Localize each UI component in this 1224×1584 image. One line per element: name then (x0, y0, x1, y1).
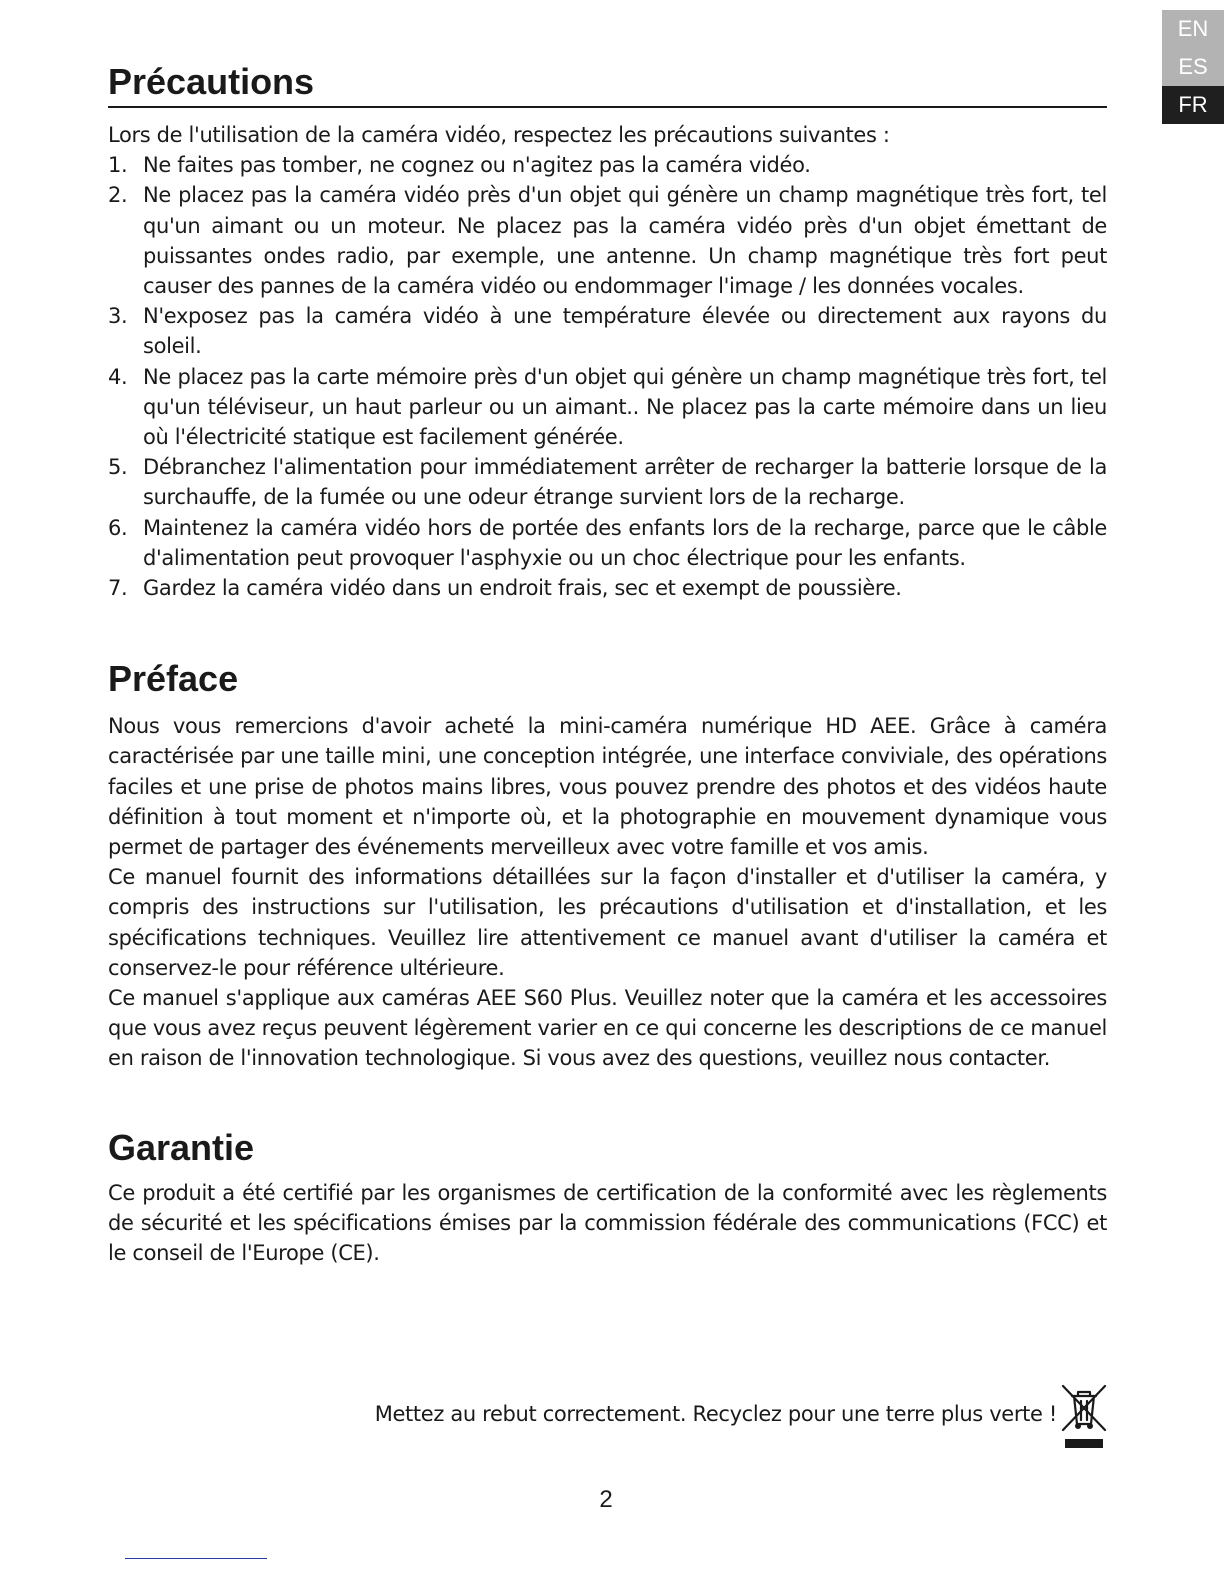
list-item (108, 573, 1107, 603)
list-item-text: Ne placez pas la caméra vidéo près d'un objet qui génère un champ magnétique très fort, tel qu'un aimant ou un moteur. Ne placez pas la caméra vidéo près d'un objet émettant de puissantes ondes radio, par exemple, une antenne. Un champ magnétique très fort peut causer des pannes de la caméra vidéo ou endommager l'image / les données vocales. (143, 183, 1107, 299)
warranty-paragraph: Ce produit a été certifié par les organismes de certification de la conformité avec les règlements de sécurité et les spécifications émises par la commission fédérale des communications (FCC) et le conseil de l'Europe (CE). (108, 1180, 1107, 1266)
recycle-notice (108, 1384, 1107, 1454)
list-item (108, 301, 1107, 361)
list-item-number: 4. (108, 364, 128, 389)
preface-paragraph: Ce manuel fournit des informations détaillées sur la façon d'installer et d'utiliser la caméra, y compris des instructions sur l'utilisation, les précautions d'utilisation et d'installation, et les spécifications techniques. Veuillez lire attentivement ce manuel avant d'utiliser la caméra et conservez-le pour référence ultérieure. (108, 865, 1107, 980)
list-item (108, 362, 1107, 453)
precautions-section (108, 58, 1107, 603)
list-item-text: Gardez la caméra vidéo dans un endroit frais, sec et exempt de poussière. (143, 576, 902, 601)
list-item-number: 7. (108, 576, 128, 601)
preface-section (108, 655, 1107, 1073)
list-item-number: 6. (108, 515, 128, 540)
list-item-text: Ne faites pas tomber, ne cognez ou n'agitez pas la caméra vidéo. (143, 153, 811, 178)
list-item (108, 513, 1107, 573)
list-item-text: N'exposez pas la caméra vidéo à une température élevée ou directement aux rayons du soleil. (143, 304, 1107, 359)
warranty-title: Garantie (108, 1126, 255, 1168)
list-item (108, 180, 1107, 301)
page-content (108, 58, 1107, 1268)
list-item-number: 5. (108, 455, 128, 480)
list-item-text: Ne placez pas la carte mémoire près d'un objet qui génère un champ magnétique très fort, tel qu'un téléviseur, un haut parleur ou un aimant.. Ne placez pas la carte mémoire dans un lieu où l'électricité statique est facilement générée. (143, 364, 1107, 450)
list-item-number: 3. (108, 304, 128, 329)
list-item (108, 150, 1107, 180)
footnote-divider (125, 1558, 267, 1559)
list-item-text: Débranchez l'alimentation pour immédiatement arrêter de recharger la batterie lorsque de la surchauffe, de la fumée ou une odeur étrange survient lors de la recharge. (143, 455, 1107, 510)
precautions-intro: Lors de l'utilisation de la caméra vidéo, respectez les précautions suivantes : (108, 123, 890, 147)
list-item-number: 2. (108, 183, 128, 208)
precautions-list (108, 150, 1107, 603)
recycle-text: Mettez au rebut correctement. Recyclez pour une terre plus verte ! (374, 1402, 1057, 1426)
list-item-number: 1. (108, 153, 128, 178)
title-divider (108, 106, 1107, 108)
language-tabs (1162, 10, 1224, 124)
precautions-title: Précautions (108, 61, 315, 102)
page-number: 2 (599, 1486, 613, 1513)
language-tab-fr[interactable]: FR (1162, 86, 1224, 124)
preface-paragraph: Ce manuel s'applique aux caméras AEE S60 Plus. Veuillez noter que la caméra et les accessoires que vous avez reçus peuvent légèrement varier en ce qui concerne les descriptions de ce manuel en raison de l'innovation technologique. Si vous avez des questions, veuillez nous contacter. (108, 986, 1107, 1071)
warranty-section (108, 1124, 1107, 1269)
crossed-out-bin-icon (1061, 1384, 1107, 1450)
preface-title: Préface (108, 658, 239, 700)
preface-paragraph: Nous vous remercions d'avoir acheté la mini-caméra numérique HD AEE. Grâce à caméra caractérisée par une taille mini, une conception intégrée, une interface conviviale, des opérations faciles et une prise de photos mains libres, vous pouvez prendre des photos et des vidéos haute définition à tout moment et n'importe où, et la photographie en mouvement dynamique vous permet de partager des événements merveilleux avec votre famille et vos amis. (108, 714, 1107, 860)
language-tab-es[interactable]: ES (1162, 48, 1224, 86)
list-item (108, 452, 1107, 512)
list-item-text: Maintenez la caméra vidéo hors de portée des enfants lors de la recharge, parce que le câble d'alimentation peut provoquer l'asphyxie ou un choc électrique pour les enfants. (143, 515, 1107, 570)
language-tab-en[interactable]: EN (1162, 10, 1224, 48)
